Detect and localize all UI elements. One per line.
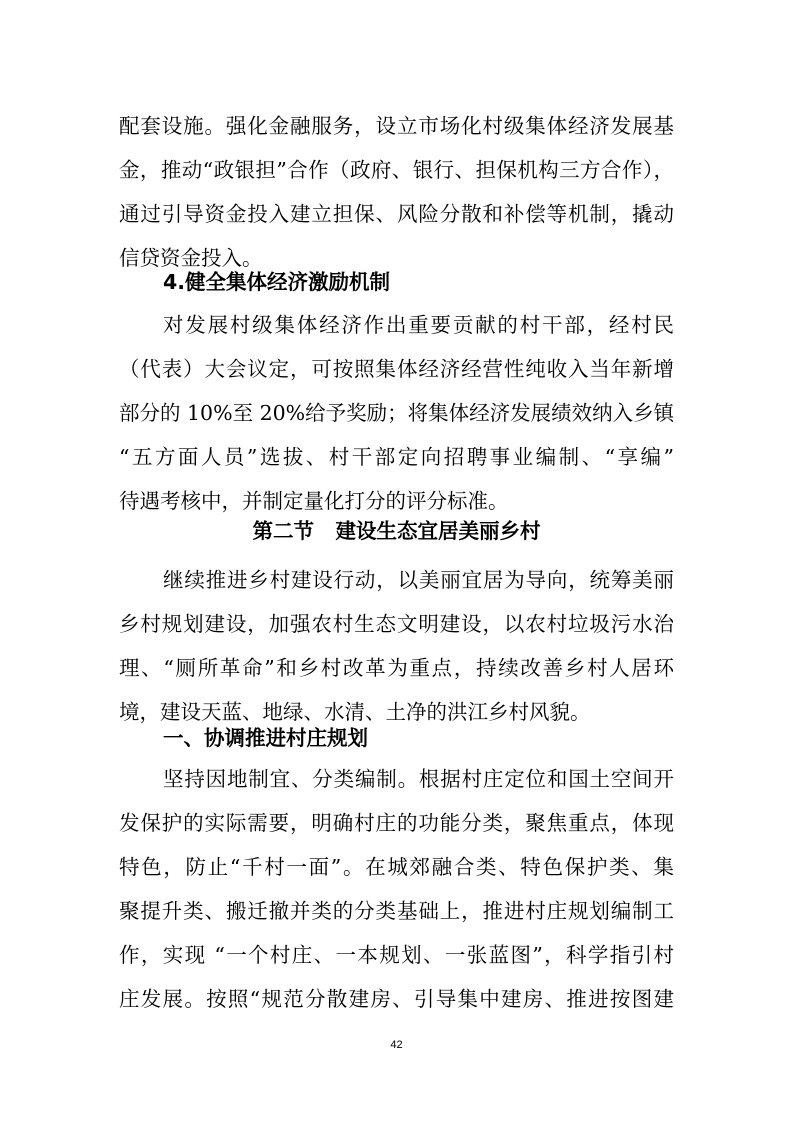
paragraph-line: 庄发展。按照“规范分散建房、引导集中建房、推进按图建 bbox=[119, 987, 674, 1011]
paragraph-line: 特色，防止“千村一面”。在城郊融合类、特色保护类、集 bbox=[119, 855, 674, 879]
paragraph-line: 待遇考核中，并制定量化打分的评分标准。 bbox=[119, 489, 509, 513]
paragraph-line: 理、“厕所革命”和乡村改革为重点，持续改善乡村人居环 bbox=[119, 656, 674, 680]
paragraph-line: 信贷资金投入。 bbox=[119, 246, 263, 270]
page-number: 42 bbox=[390, 1039, 403, 1051]
paragraph-line: 坚持因地制宜、分类编制。根据村庄定位和国土空间开 bbox=[163, 767, 674, 791]
paragraph-line: 聚提升类、搬迁撤并类的分类基础上，推进村庄规划编制工 bbox=[119, 899, 674, 923]
paragraph-line: 境，建设天蓝、地绿、水清、土净的洪江乡村风貌。 bbox=[119, 700, 591, 724]
paragraph-line: （代表）大会议定，可按照集体经济经营性纯收入当年新增 bbox=[119, 357, 674, 381]
subsection-heading: 一、协调推进村庄规划 bbox=[163, 726, 368, 750]
paragraph-line: 配套设施。强化金融服务，设立市场化村级集体经济发展基 bbox=[119, 114, 674, 138]
paragraph-line: 作，实现 “一个村庄、一本规划、一张蓝图”，科学指引村 bbox=[119, 943, 674, 967]
paragraph-line: 发保护的实际需要，明确村庄的功能分类，聚焦重点，体现 bbox=[119, 811, 674, 835]
paragraph-line: 通过引导资金投入建立担保、风险分散和补偿等机制，撬动 bbox=[119, 202, 674, 226]
section-title: 第二节 建设生态宜居美丽乡村 bbox=[252, 519, 541, 543]
subsection-heading: 4.健全集体经济激励机制 bbox=[163, 270, 391, 294]
paragraph-line: “五方面人员”选拔、村干部定向招聘事业编制、“享编” bbox=[119, 445, 674, 469]
paragraph-line: 对发展村级集体经济作出重要贡献的村干部，经村民 bbox=[163, 313, 674, 337]
paragraph-line: 金，推动“政银担”合作（政府、银行、担保机构三方合作）， bbox=[119, 158, 674, 182]
paragraph-line: 乡村规划建设，加强农村生态文明建设，以农村垃圾污水治 bbox=[119, 612, 674, 636]
paragraph-line: 继续推进乡村建设行动，以美丽宜居为导向，统筹美丽 bbox=[163, 568, 674, 592]
paragraph-line: 部分的 10%至 20%给予奖励；将集体经济发展绩效纳入乡镇 bbox=[119, 401, 675, 425]
